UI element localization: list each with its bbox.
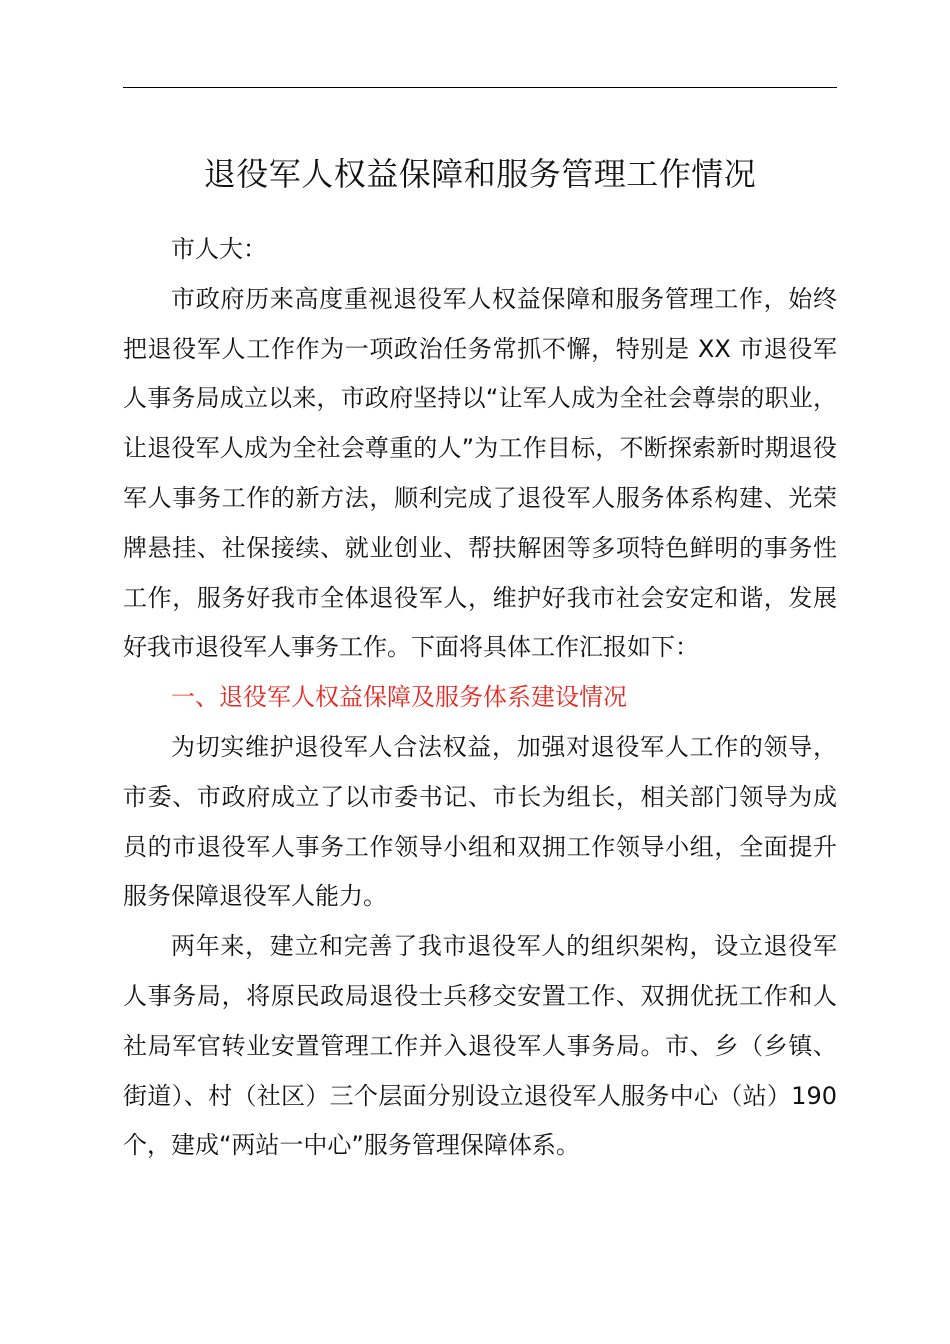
document-title: 退役军人权益保障和服务管理工作情况	[203, 155, 757, 193]
header-rule	[123, 87, 837, 88]
section-paragraph: 两年来，建立和完善了我市退役军人的组织架构，设立退役军人事务局，将原民政局退役士兵移交安置工作、双拥优抚工作和人社局军官转业安置管理工作并入退役军人事务局。市、乡（乡镇、街道）、村（社区）三个层面分别设立退役军人服务中心（站）190 个，建成“两站一中心”服务管理保障体系。	[123, 932, 837, 1160]
salutation: 市人大：	[171, 235, 267, 263]
section-paragraph: 为切实维护退役军人合法权益，加强对退役军人工作的领导，市委、市政府成立了以市委书记、市长为组长，相关部门领导为成员的市退役军人事务工作领导小组和双拥工作领导小组，全面提升服务保障退役军人能力。	[123, 732, 837, 911]
intro-paragraph: 市政府历来高度重视退役军人权益保障和服务管理工作，始终把退役军人工作作为一项政治任务常抓不懈，特别是 XX 市退役军人事务局成立以来，市政府坚持以“让军人成为全社会尊崇的职业，让退役军人成为全社会尊重的人”为工作目标，不断探索新时期退役军人事务工作的新方法，顺利完成了退役军人服务体系构建、光荣牌悬挂、社保接续、就业创业、帮扶解困等多项特色鲜明的事务性工作，服务好我市全体退役军人，维护好我市社会安定和谐，发展好我市退役军人事务工作。下面将具体工作汇报如下：	[123, 284, 837, 662]
document-body	[123, 225, 837, 1171]
section-heading: 一、退役军人权益保障及服务体系建设情况	[171, 683, 627, 712]
